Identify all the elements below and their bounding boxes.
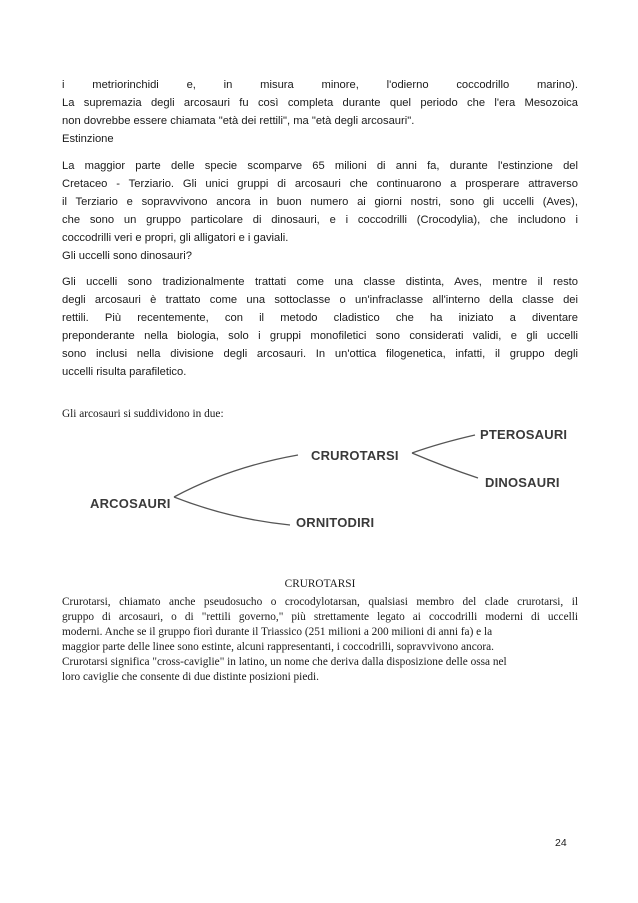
text-line: Gli uccelli sono tradizionalmente trattati come una classe distinta, Aves, mentre il resto: [62, 276, 578, 288]
text-line: moderni. Anche se il gruppo fiorì durante il Triassico (251 milioni a 200 milioni di anni fa) e la: [62, 626, 493, 638]
text-line: loro caviglie che consente di due distinte posizioni piedi.: [62, 671, 319, 683]
text-line: Crurotarsi significa "cross-caviglie" in latino, un nome che deriva dalla disposizione delle ossa nel: [62, 656, 507, 668]
text-line: uccelli risulta parafiletico.: [62, 366, 187, 378]
node-label-lower-branch: ORNITODIRI: [296, 515, 375, 530]
branch-line: [174, 455, 298, 497]
branch-line: [412, 435, 475, 453]
text-line: La maggior parte delle specie scomparve 65 milioni di anni fa, durante l'estinzione del: [62, 160, 578, 172]
text-line: coccodrilli veri e propri, gli alligatori e i gaviali.: [62, 232, 289, 244]
text-line: rettili. Più recentemente, con il metodo cladistico che ha iniziato a diventare: [62, 312, 578, 324]
text-line: gruppo di arcosauri, o di "rettili governo," più strettamente legato ai coccodrilli moderni di uccelli: [62, 611, 578, 623]
text-line: maggior parte delle linee sono estinte, alcuni rappresentanti, i coccodrilli, sopravvivono ancora.: [62, 641, 494, 653]
text-line: che sono un gruppo particolare di dinosauri, e i coccodrilli (Crocodylia), che includono i: [62, 214, 578, 226]
text-line: non dovrebbe essere chiamata "età dei rettili", ma "età degli arcosauri".: [62, 115, 415, 127]
archosaur-tree-diagram: [0, 415, 638, 545]
branch-line: [412, 453, 478, 478]
text-line: degli arcosauri è trattato come una sottoclasse o un'infraclasse all'interno della classe dei: [62, 294, 578, 306]
branch-line: [174, 497, 290, 525]
section-title: CRUROTARSI: [284, 578, 356, 590]
page-number: 24: [555, 837, 567, 849]
text-line: Cretaceo - Terziario. Gli unici gruppi di arcosauri che continuarono a prosperare attraverso: [62, 178, 578, 190]
text-line: Crurotarsi, chiamato anche pseudosucho o crocodylotarsan, qualsiasi membro del clade crurotarsi, il: [62, 596, 578, 608]
node-label-upper-branch: CRUROTARSI: [311, 448, 399, 463]
diagram-intro: Gli arcosauri si suddividono in due:: [62, 408, 224, 420]
text-line: preponderante nella biologia, solo i gruppi monofiletici sono considerati validi, e gli uccelli: [62, 330, 578, 342]
node-label-root: ARCOSAURI: [90, 496, 171, 511]
node-label-lower-leaf: DINOSAURI: [485, 475, 560, 490]
text-line: i metriorinchidi e, in misura minore, l'odierno coccodrillo marino).: [62, 79, 578, 91]
section-heading: Gli uccelli sono dinosauri?: [62, 250, 192, 262]
text-line: sono inclusi nella divisione degli arcosauri. In un'ottica filogenetica, infatti, il gruppo degli: [62, 348, 578, 360]
text-line: La supremazia degli arcosauri fu così completa durante quel periodo che l'era Mesozoica: [62, 97, 578, 109]
node-label-upper-leaf: PTEROSAURI: [480, 427, 568, 442]
text-line: il Terziario e sopravvivono ancora in buon numero ai giorni nostri, sono gli uccelli (Aves),: [62, 196, 578, 208]
section-heading: Estinzione: [62, 133, 114, 145]
